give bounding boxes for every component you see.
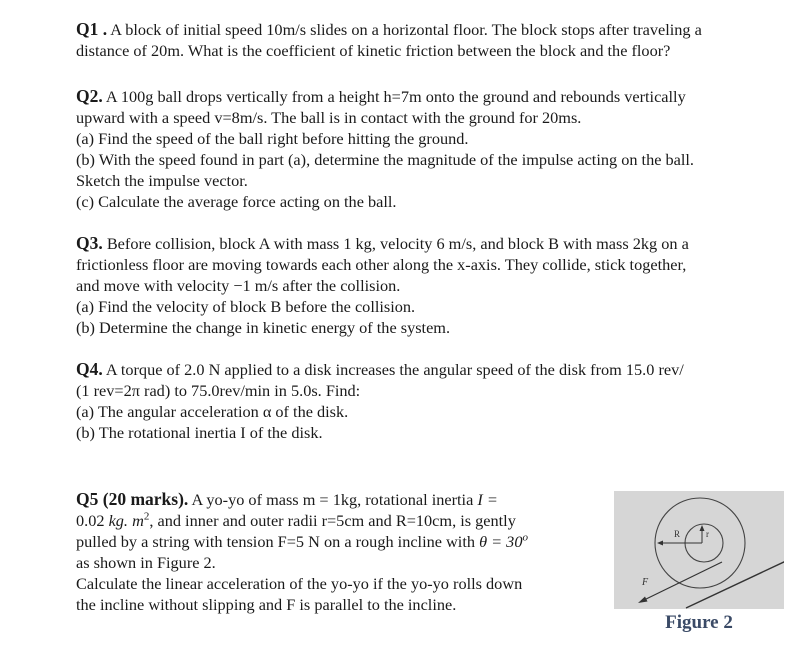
question-2-part-a: (a) Find the speed of the ball right before hitting the ground.	[76, 129, 469, 148]
question-4-part-b: (b) The rotational inertia I of the disk.	[76, 423, 323, 442]
question-3-line-1: Q3. Before collision, block A with mass 1 kg, velocity 6 m/s, and block B with mass 2kg on a	[76, 233, 689, 253]
question-3-label: Q3.	[76, 233, 103, 253]
question-4-part-a: (a) The angular acceleration α of the disk.	[76, 402, 349, 421]
figure-2-yoyo-diagram	[614, 491, 784, 609]
yoyo-incline-diagram	[614, 491, 784, 609]
label-r: r	[706, 529, 709, 539]
question-4-line-2: (1 rev=2π rad) to 75.0rev/min in 5.0s. Find:	[76, 381, 361, 400]
question-2	[76, 86, 788, 212]
question-3-line-2: frictionless floor are moving towards each other along the x-axis. They collide, stick together,	[76, 255, 687, 274]
question-5-line-4: as shown in Figure 2.	[76, 553, 216, 572]
question-3-line-3: and move with velocity −1 m/s after the collision.	[76, 276, 401, 295]
figure-2-caption: Figure 2	[665, 612, 733, 633]
question-2-line-2: upward with a speed v=8m/s. The ball is in contact with the ground for 20ms.	[76, 108, 582, 127]
question-2-part-b: (b) With the speed found in part (a), determine the magnitude of the impulse acting on the ball.	[76, 150, 695, 169]
question-5-line-2: 0.02 kg. $m^2$, and inner and outer radii r=5cm and R=10cm, is gently	[76, 510, 516, 530]
question-1	[76, 19, 788, 61]
question-5-line-5: Calculate the linear acceleration of the yo-yo if the yo-yo rolls down	[76, 574, 523, 593]
question-5-label: Q5 (20 marks).	[76, 489, 189, 509]
question-5-line-6: the incline without slipping and F is parallel to the incline.	[76, 595, 457, 614]
question-2-part-c: (c) Calculate the average force acting on the ball.	[76, 192, 397, 211]
question-4-label: Q4.	[76, 359, 103, 379]
label-R: R	[674, 529, 681, 539]
question-4-line-1: Q4. A torque of 2.0 N applied to a disk increases the angular speed of the disk from 15.0 rev/	[76, 359, 684, 379]
question-2-label: Q2.	[76, 86, 103, 106]
question-3-part-b: (b) Determine the change in kinetic energy of the system.	[76, 318, 451, 337]
label-F: F	[642, 577, 649, 588]
question-5-line-1: Q5 (20 marks). A yo-yo of mass m = 1kg, rotational inertia I =	[76, 489, 498, 509]
question-2-line-1: Q2. A 100g ball drops vertically from a height h=7m onto the ground and rebounds vertically	[76, 86, 686, 106]
question-4	[76, 359, 788, 443]
question-3	[76, 233, 788, 338]
question-1-line-1: Q1 . A block of initial speed 10m/s slides on a horizontal floor. The block stops after traveling a	[76, 19, 702, 39]
question-2-part-b-cont: Sketch the impulse vector.	[76, 171, 248, 190]
question-1-label: Q1 .	[76, 19, 108, 39]
question-5-line-3: pulled by a string with tension F=5 N on a rough incline with $\theta = 30^o$	[76, 531, 528, 551]
question-5	[76, 489, 596, 615]
question-1-line-2: distance of 20m. What is the coefficient of kinetic friction between the block and the floor?	[76, 41, 671, 60]
question-3-part-a: (a) Find the velocity of block B before the collision.	[76, 297, 416, 316]
